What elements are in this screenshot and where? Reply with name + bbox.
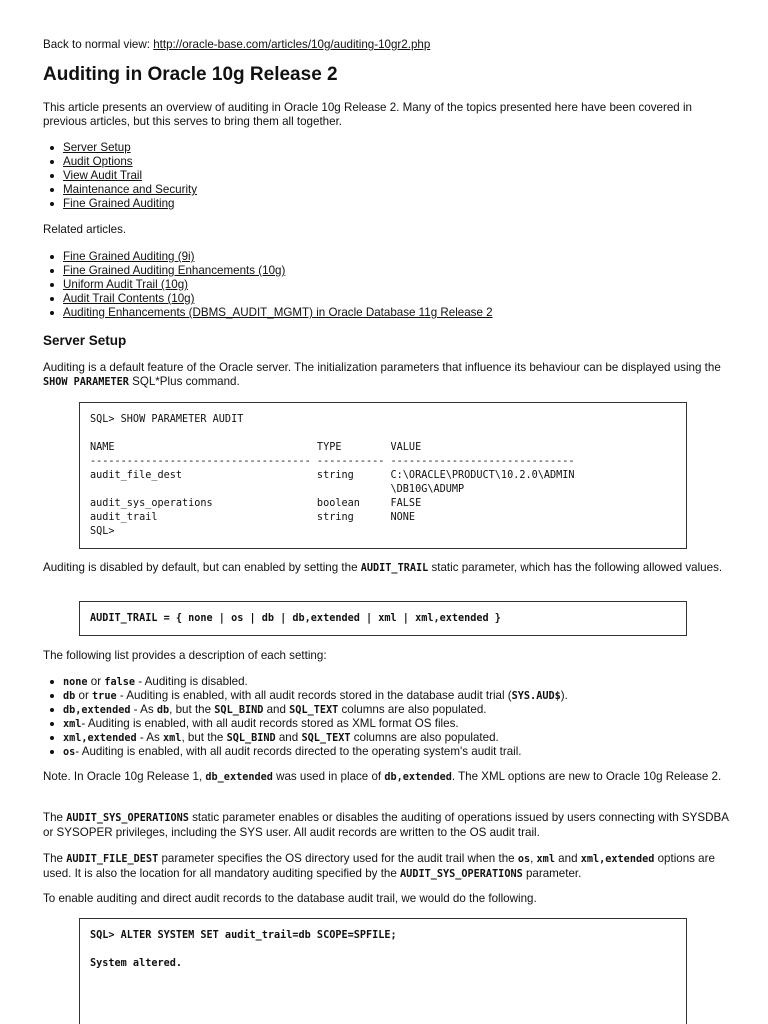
setting-text: or	[75, 689, 93, 702]
filedest-code: AUDIT_SYS_OPERATIONS	[400, 869, 523, 880]
setting-text: - Auditing is enabled, with all audit records directed to the operating system's audit trail.	[75, 745, 522, 758]
code-audit-trail: AUDIT_TRAIL = { none | os | db | db,extended | xml | xml,extended }	[90, 613, 501, 624]
setting-key: SQL_BIND	[226, 733, 276, 744]
toc-item[interactable]	[63, 197, 197, 211]
setting-text: columns are also populated.	[350, 731, 499, 744]
setting-text: or	[87, 675, 105, 688]
setting-key: xml	[163, 733, 182, 744]
disabled-text-a: Auditing is disabled by default, but can enabled by setting the	[43, 561, 361, 574]
filedest-text: parameter specifies the OS directory used for the audit trail when the	[158, 852, 518, 865]
filedest-text: parameter.	[522, 867, 582, 880]
setting-key: SYS.AUD$	[511, 691, 561, 702]
section-heading-server-setup: Server Setup	[43, 333, 127, 348]
related-item[interactable]	[63, 278, 493, 292]
setting-item	[63, 703, 568, 717]
setting-item	[63, 689, 568, 703]
related-link-fga-10g[interactable]: Fine Grained Auditing Enhancements (10g)	[63, 264, 286, 277]
setting-text: and	[263, 703, 290, 716]
setting-key: false	[104, 677, 135, 688]
setting-item	[63, 675, 568, 689]
page-title: Auditing in Oracle 10g Release 2	[43, 64, 338, 85]
setting-text: ).	[560, 689, 568, 702]
related-item[interactable]	[63, 306, 493, 320]
toc-item[interactable]	[63, 169, 197, 183]
disabled-code: AUDIT_TRAIL	[360, 563, 429, 574]
sysops-text: The	[43, 811, 67, 824]
related-list	[63, 250, 493, 320]
setup-text-a: Auditing is a default feature of the Oracle server. The initialization parameters that influence its behaviour can be displayed using the	[43, 361, 721, 374]
code-block-audit-trail	[79, 601, 687, 636]
sysops-text: static parameter enables or disables the auditing of operations issued by users connecting with SYSDBA or SYSOPER privileges, including the SYS user. All audit records are written to the OS audit trail.	[43, 811, 729, 839]
related-link-fga-9i[interactable]: Fine Grained Auditing (9i)	[63, 250, 195, 263]
filedest-code: AUDIT_FILE_DEST	[66, 854, 159, 865]
back-link[interactable]: http://oracle-base.com/articles/10g/auditing-10gr2.php	[153, 38, 431, 51]
related-item[interactable]	[63, 264, 493, 278]
related-link-audit-contents[interactable]: Audit Trail Contents (10g)	[63, 292, 195, 305]
related-link-uniform-audit[interactable]: Uniform Audit Trail (10g)	[63, 278, 189, 291]
setting-item	[63, 745, 568, 759]
note-code: db_extended	[205, 772, 273, 783]
setting-key: db	[63, 691, 76, 702]
toc-item[interactable]	[63, 155, 197, 169]
toc-link-server-setup[interactable]: Server Setup	[63, 141, 131, 154]
code-block-show-parameter	[79, 402, 687, 549]
code-alter-system: SQL> ALTER SYSTEM SET audit_trail=db SCOPE=SPFILE; System altered.	[90, 930, 397, 969]
toc-link-maintenance[interactable]: Maintenance and Security	[63, 183, 198, 196]
disabled-text-b: static parameter, which has the following allowed values.	[428, 561, 723, 574]
filedest-text: and	[554, 852, 581, 865]
filedest-code: os	[517, 854, 531, 865]
setting-text: - Auditing is enabled, with all audit records stored in the database audit trial (	[116, 689, 512, 702]
setting-item	[63, 717, 568, 731]
toc-link-fga[interactable]: Fine Grained Auditing	[63, 197, 175, 210]
code-show-parameter: SQL> SHOW PARAMETER AUDIT NAME TYPE VALUE ------------------------------------ ----------- ------------------------------ audit_file_dest string C:\ORACLE\PRODUCT\10.2.0\ADMIN \DB10G\ADUMP audit_sys_operations boolean FALSE audit_trail string NONE SQL>	[90, 414, 575, 537]
settings-list	[63, 675, 568, 759]
setting-text: - As	[130, 703, 157, 716]
toc-link-view-audit-trail[interactable]: View Audit Trail	[63, 169, 143, 182]
setting-item	[63, 731, 568, 745]
sysops-paragraph	[43, 811, 733, 840]
setting-text: - Auditing is disabled.	[134, 675, 248, 688]
setting-key: true	[92, 691, 117, 702]
note-code: db,extended	[384, 772, 452, 783]
filedest-code: xml	[536, 854, 555, 865]
setup-text-b: SQL*Plus command.	[128, 375, 240, 388]
filedest-paragraph	[43, 852, 733, 882]
setting-text: - Auditing is enabled, with all audit records stored as XML format OS files.	[81, 717, 459, 730]
setting-key: SQL_TEXT	[301, 733, 351, 744]
related-label: Related articles.	[43, 223, 127, 236]
intro-paragraph: This article presents an overview of auditing in Oracle 10g Release 2. Many of the topics presented here have been covered in previous articles, but this serves to bring them all together.	[43, 101, 692, 128]
toc-item[interactable]	[63, 141, 197, 155]
setting-text: , but the	[169, 703, 215, 716]
enable-paragraph: To enable auditing and direct audit records to the database audit trail, we would do the following.	[43, 892, 537, 905]
setting-key: xml,extended	[63, 733, 137, 744]
setting-key: xml	[63, 719, 82, 730]
filedest-text: The	[43, 852, 67, 865]
setup-paragraph	[43, 361, 733, 390]
filedest-text: ,	[530, 852, 537, 865]
list-intro: The following list provides a description of each setting:	[43, 649, 327, 662]
back-to-normal-view	[43, 38, 430, 52]
setting-key: none	[63, 677, 88, 688]
setting-text: and	[275, 731, 302, 744]
related-item[interactable]	[63, 292, 493, 306]
setting-text: , but the	[181, 731, 227, 744]
setting-text: columns are also populated.	[338, 703, 487, 716]
toc-link-audit-options[interactable]: Audit Options	[63, 155, 133, 168]
toc-item[interactable]	[63, 183, 197, 197]
setup-code: SHOW PARAMETER	[43, 377, 129, 388]
filedest-text: options are used. It is also the location for all mandatory auditing specified by the	[43, 852, 715, 880]
filedest-code: xml,extended	[580, 854, 655, 865]
note-text: was used in place of	[272, 770, 385, 783]
setting-key: db,extended	[63, 705, 131, 716]
code-block-alter-system	[79, 918, 687, 1024]
setting-key: SQL_TEXT	[289, 705, 339, 716]
setting-key: SQL_BIND	[214, 705, 264, 716]
setting-key: os	[63, 747, 76, 758]
setting-text: - As	[136, 731, 164, 744]
setting-key: db	[156, 705, 170, 716]
note-paragraph	[43, 770, 733, 785]
related-item[interactable]	[63, 250, 493, 264]
toc-list	[63, 141, 197, 211]
note-text: Note. In Oracle 10g Release 1,	[43, 770, 206, 783]
sysops-code: AUDIT_SYS_OPERATIONS	[66, 813, 189, 824]
back-prefix: Back to normal view:	[43, 38, 154, 51]
disabled-paragraph	[43, 561, 733, 576]
related-link-dbms-audit-mgmt[interactable]: Auditing Enhancements (DBMS_AUDIT_MGMT) in Oracle Database 11g Release 2	[63, 306, 493, 319]
note-text: . The XML options are new to Oracle 10g Release 2.	[451, 770, 722, 783]
